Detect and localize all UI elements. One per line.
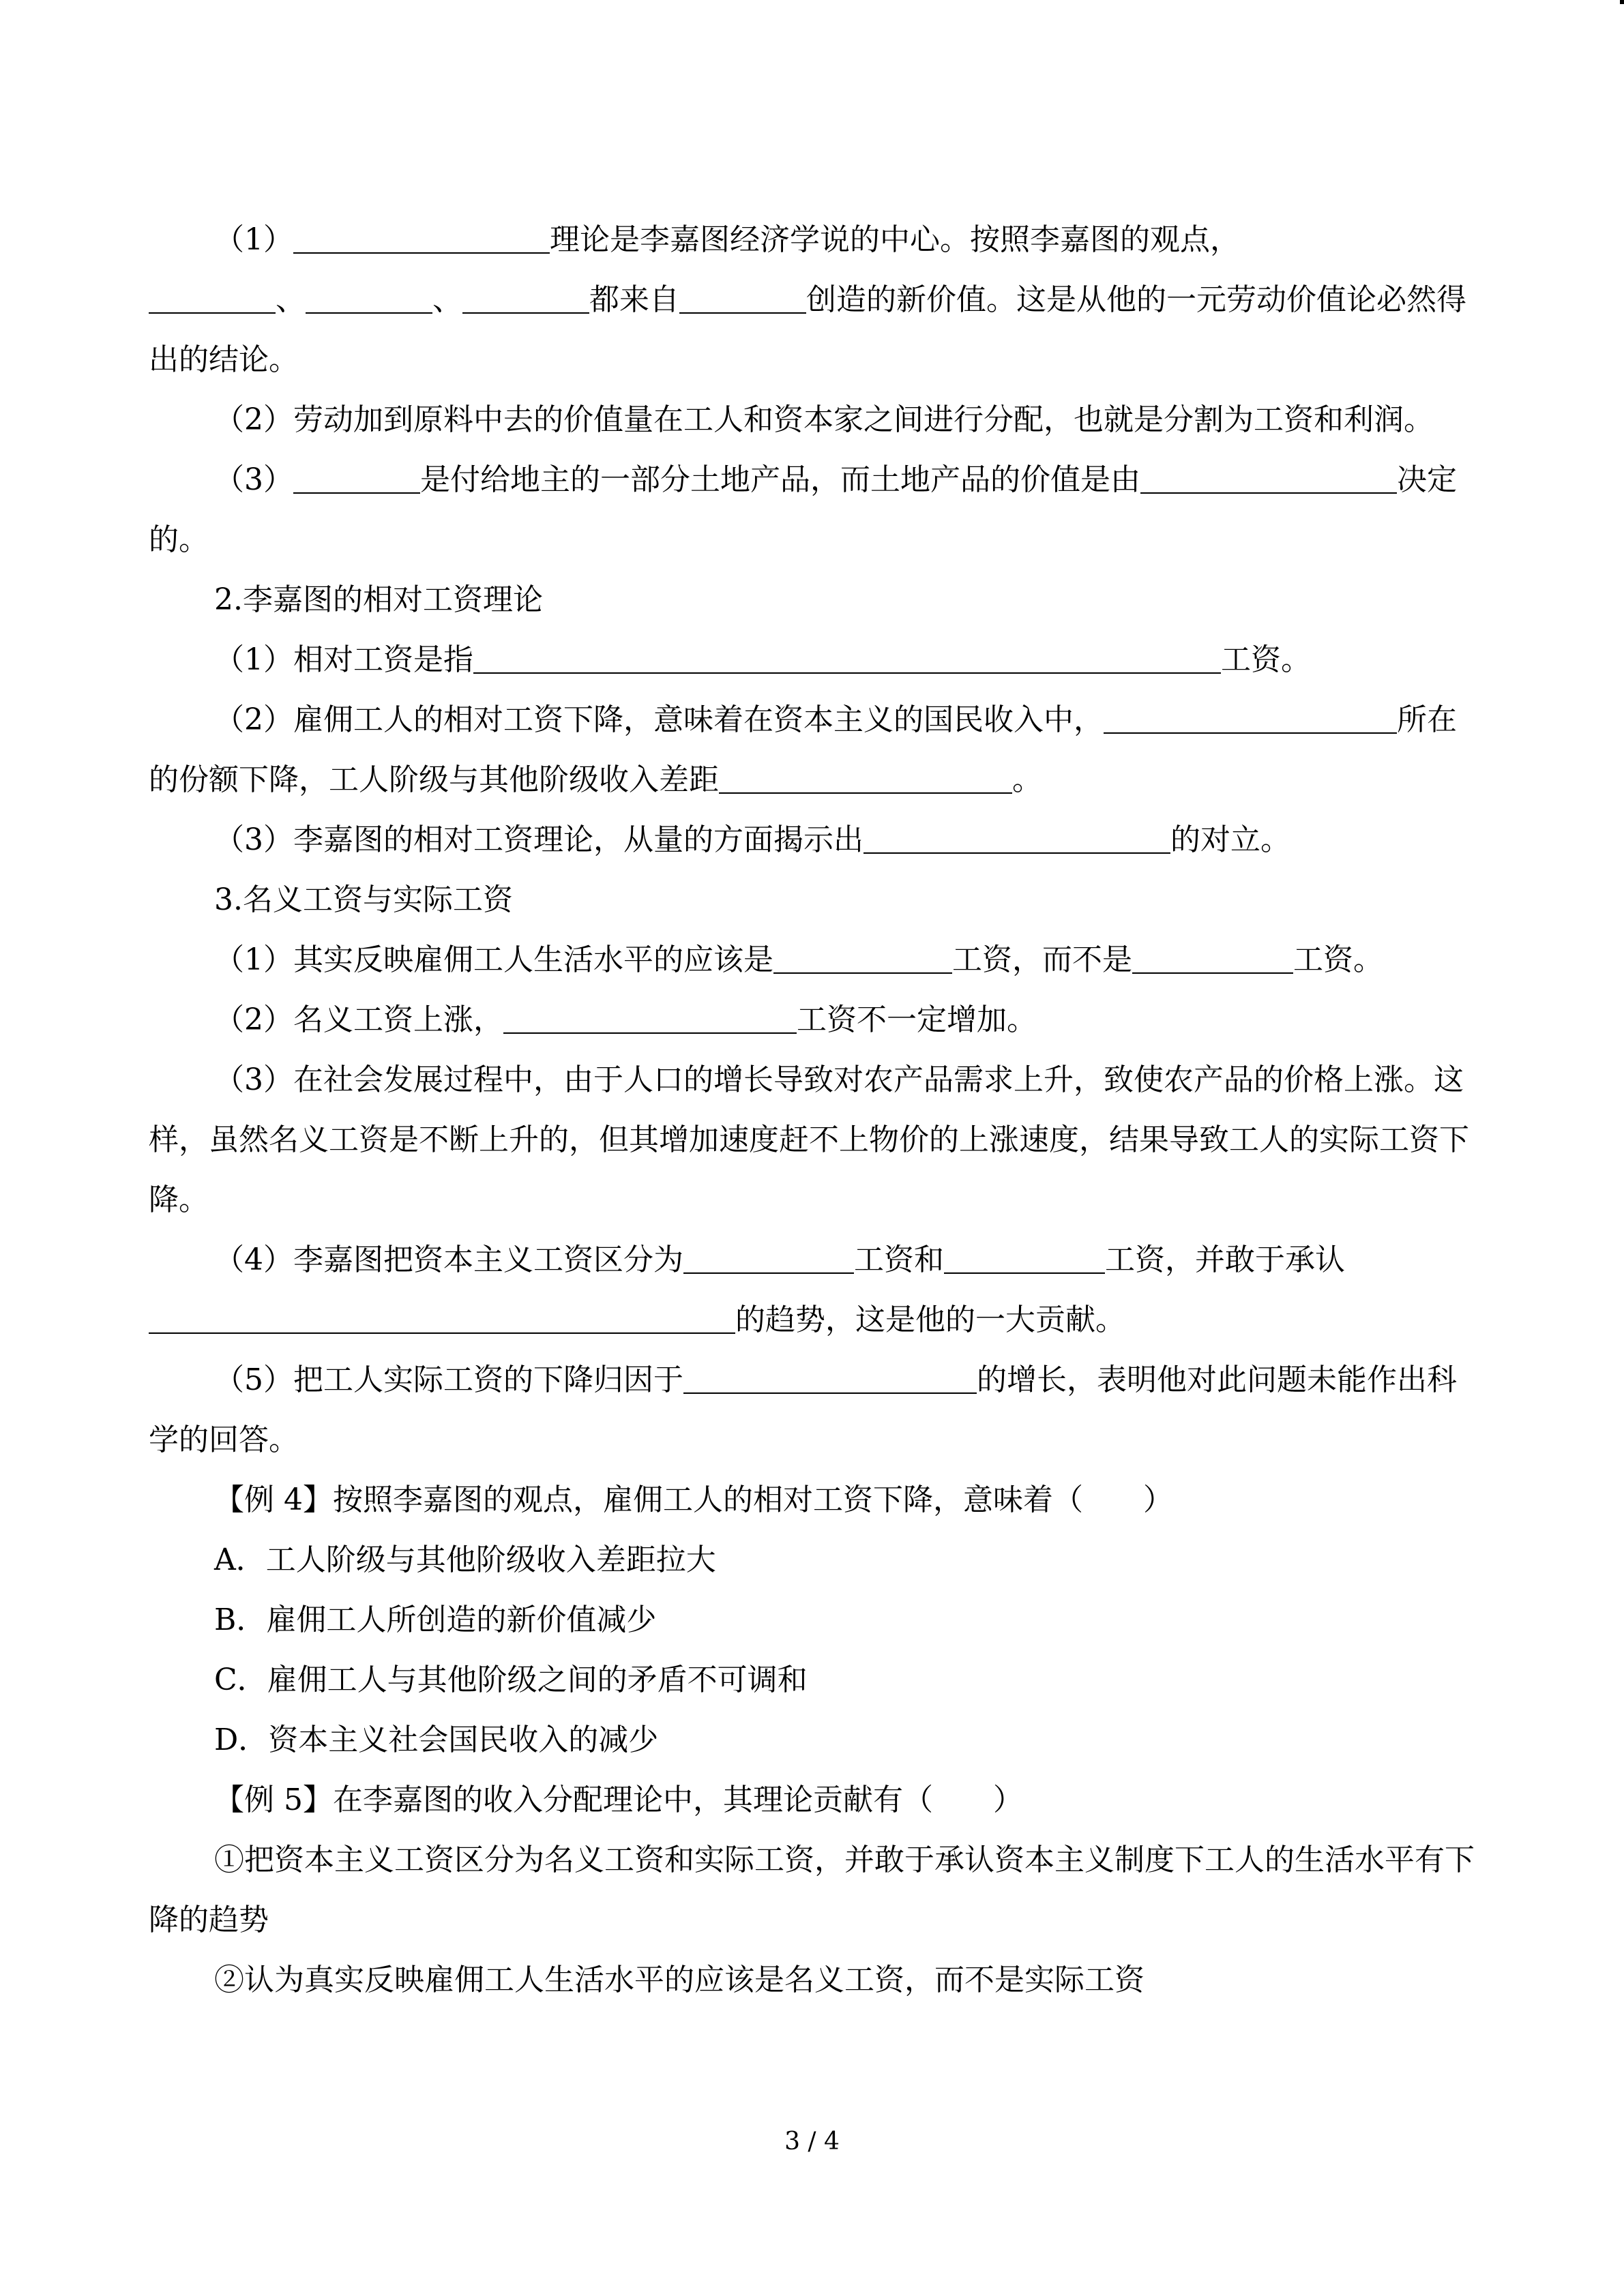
- example5-question: 【例 5】在李嘉图的收入分配理论中，其理论贡献有（ ）: [214, 1783, 1023, 1817]
- page-content: [149, 210, 1476, 2010]
- s3-item3: （3）在社会发展过程中，由于人口的增长导致对农产品需求上升，致使农产品的价格上涨。这样，虽然名义工资是不断上升的，但其增加速度赶不上物价的上涨速度，结果导致工人的实际工资下降。: [149, 1062, 1469, 1217]
- answer-blank[interactable]: [149, 1302, 735, 1334]
- s3-item4: （4）李嘉图把资本主义工资区分为 工资和 工资，并敢于承认 的趋势，这是他的一大贡献。: [149, 1230, 1476, 1350]
- s3-item1: （1）其实反映雇佣工人生活水平的应该是 工资，而不是 工资。: [214, 942, 1383, 977]
- example4-option-b: B．雇佣工人所创造的新价值减少: [214, 1602, 657, 1637]
- s2-item1: （1）相对工资是指 工资。: [214, 642, 1311, 677]
- example5-statement-2: ②认为真实反映雇佣工人生活水平的应该是名义工资，而不是实际工资: [214, 1963, 1145, 1997]
- corner-mark: [1620, 0, 1624, 4]
- example4-option-a: A．工人阶级与其他阶级收入差距拉大: [214, 1542, 716, 1577]
- answer-blank[interactable]: [1140, 462, 1397, 494]
- answer-blank[interactable]: [293, 222, 550, 254]
- s3-item5: （5）把工人实际工资的下降归因于 的增长，表明他对此问题未能作出科学的回答。: [149, 1362, 1457, 1457]
- answer-blank[interactable]: [293, 462, 420, 494]
- s1-item1: （1） 理论是李嘉图经济学说的中心。按照李嘉图的观点， 、 、 都来自 创造的新价值。这是从他的一元劳动价值论必然得出的结论。: [149, 222, 1466, 377]
- answer-blank[interactable]: [1132, 942, 1293, 974]
- answer-blank[interactable]: [1104, 702, 1397, 734]
- answer-blank[interactable]: [679, 282, 806, 314]
- answer-blank[interactable]: [306, 282, 432, 314]
- s2-item2: （2）雇佣工人的相对工资下降，意味着在资本主义的国民收入中， 所在的份额下降，工人阶级与其他阶级收入差距 。: [149, 702, 1457, 797]
- answer-blank[interactable]: [683, 1242, 854, 1274]
- answer-blank[interactable]: [773, 942, 952, 974]
- answer-blank[interactable]: [944, 1242, 1105, 1274]
- answer-blank[interactable]: [462, 282, 589, 314]
- answer-blank[interactable]: [149, 282, 276, 314]
- answer-blank[interactable]: [503, 1002, 797, 1034]
- example4-option-c: C．雇佣工人与其他阶级之间的矛盾不可调和: [214, 1663, 808, 1697]
- s2-item3: （3）李嘉图的相对工资理论，从量的方面揭示出 的对立。: [214, 822, 1290, 857]
- answer-blank[interactable]: [473, 642, 1221, 674]
- s2-heading: 2.李嘉图的相对工资理论: [214, 582, 543, 617]
- s1-item2: （2）劳动加到原料中去的价值量在工人和资本家之间进行分配，也就是分割为工资和利润。: [214, 402, 1434, 437]
- example4-question: 【例 4】按照李嘉图的观点，雇佣工人的相对工资下降，意味着（ ）: [214, 1482, 1173, 1517]
- answer-blank[interactable]: [683, 1362, 977, 1394]
- example5-statement-1: ①把资本主义工资区分为名义工资和实际工资，并敢于承认资本主义制度下工人的生活水平有下降的趋势: [149, 1843, 1475, 1937]
- example4-option-d: D．资本主义社会国民收入的减少: [214, 1723, 659, 1757]
- s1-item3: （3） 是付给地主的一部分土地产品，而土地产品的价值是由 决定的。: [149, 462, 1457, 557]
- answer-blank[interactable]: [863, 822, 1170, 854]
- s3-item2: （2）名义工资上涨， 工资不一定增加。: [214, 1002, 1037, 1037]
- s3-heading: 3.名义工资与实际工资: [214, 882, 513, 917]
- page-number: 3 / 4: [784, 2128, 840, 2156]
- answer-blank[interactable]: [719, 762, 1012, 794]
